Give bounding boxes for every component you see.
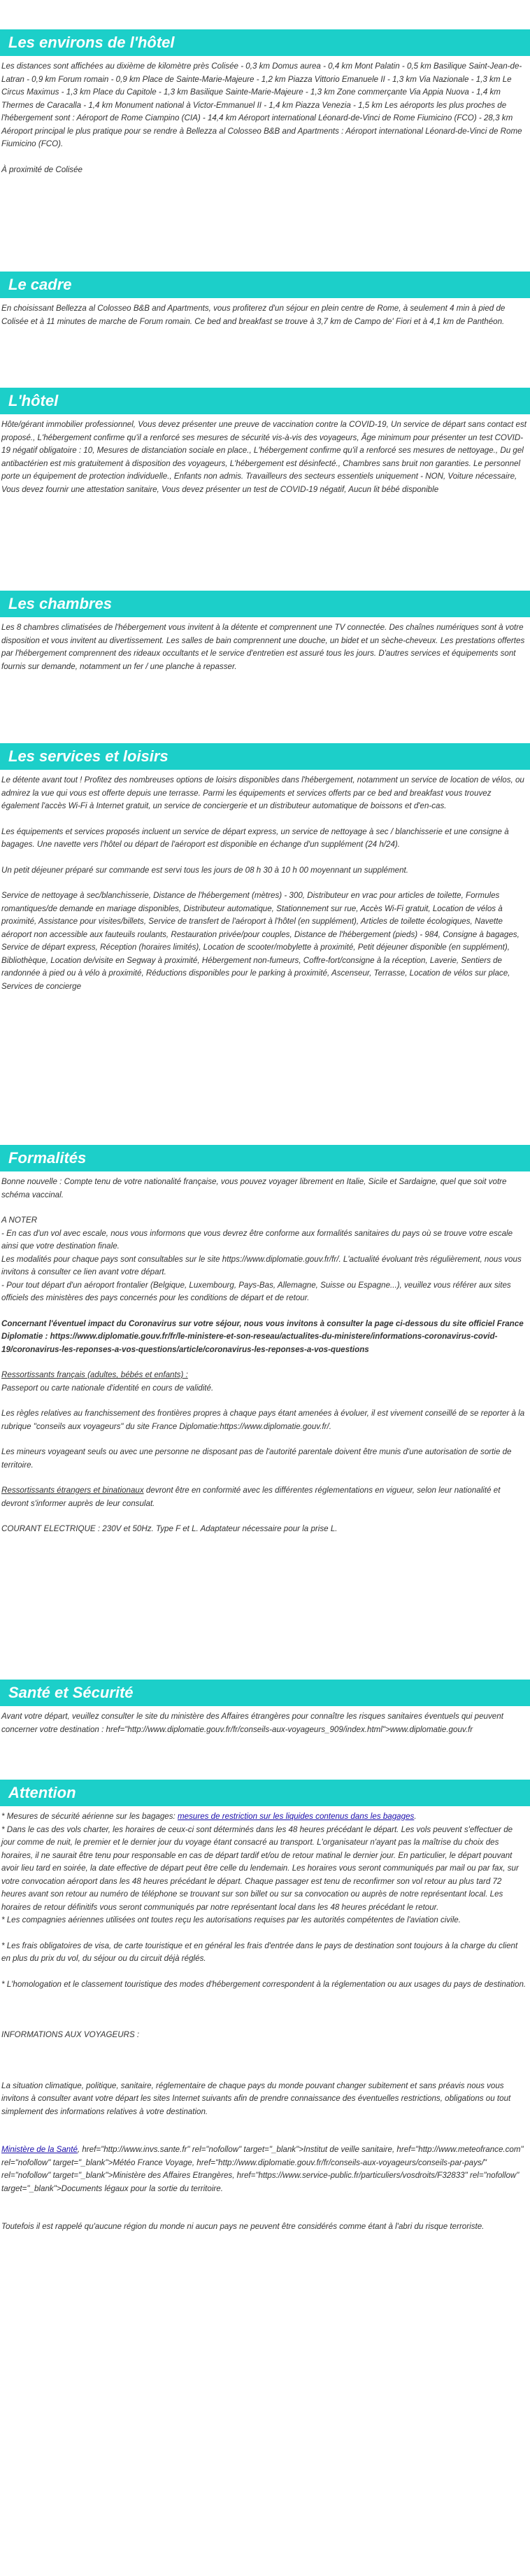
- attention-charters: * Dans le cas des vols charter, les horaires de ceux-ci sont déterminés dans les 48 heures précédant le départ. Les vols peuvent s'effectuer de jour comme de nuit, le premier et le dernier jour du voyage étant consacré au transport. L'organisateur n'ayant pas la maîtrise du choix des horaires, il ne saurait être tenu pour responsable en cas de départ tardif et/ou de retour matinal le dernier jour. En particulier, le départ pouvant avoir lieu tard en soirée, la date effective de départ peut être celle du lendemain. Les horaires vous seront communiqués par mail ou par fax, sur votre convocation aéroport dans les 48 heures précédant le départ. Chaque passager est tenu de reconfirmer son vol retour au plus tard 72 heures avant son retour au numéro de téléphone se trouvant sur son billet ou sur sa convocation ou auprès de notre représentant local. Les horaires de retour définitifs vous seront communiqués par notre représentant local dans les 48 heures précédant le retour.: [1, 1824, 519, 1912]
- environs-text: Les distances sont affichées au dixième de kilomètre près Colisée - 0,3 km Domus aurea - 0,4 km Mont Palatin - 0,5 km Basilique Saint-Jean-de-Latran - 0,9 km Forum romain - 0,9 km Place de Sainte-Marie-Majeure - 1,2 km Piazza Vittorio Emanuele II - 1,3 km Via Nazionale - 1,3 km Le Circus Maximus - 1,3 km Place du Capitole - 1,3 km Basilique Sainte-Marie-Majeure - 1,3 km Zone commerçante Via Appia Nuova - 1,4 km Thermes de Caracalla - 1,4 km Monument national à Victor-Emmanuel II - 1,4 km Piazza Venezia - 1,5 km Les aéroports les plus proches de l'hébergement sont : Aéroport de Rome Ciampino (CIA) - 14,4 km Aéroport international Léonard-de-Vinci de Rome Fiumicino (FCO) - 28,3 km Aéroport principal le plus pratique pour se rendre à Bellezza al Colosseo B&B and Apartments : Aéroport international Léonard-de-Vinci de Rome Fiumicino (FCO).: [1, 62, 522, 148]
- section-title: Santé et Sécurité: [0, 1680, 530, 1706]
- attention-compagnies: * Les compagnies aériennes utilisées ont toutes reçu les autorisations requises par les autorités compétentes de l'aviation civile.: [1, 1915, 461, 1924]
- section-cadre: [0, 272, 530, 328]
- liquids-restriction-link[interactable]: mesures de restriction sur les liquides contenus dans les bagages: [177, 1812, 415, 1821]
- formalites-frontieres: Les règles relatives au franchissement des frontières propres à chaque pays étant amenées à évoluer, il est vivement conseillé de se reporter à la rubrique "conseils aux voyageurs" du site France Diplomatie:https://www.diplomatie.gouv.fr/.: [1, 1409, 525, 1431]
- section-hotel: [0, 388, 530, 496]
- sante-text: Avant votre départ, veuillez consulter le site du ministère des Affaires étrangères pour connaître les risques sanitaires éventuels qui peuvent concerner votre destination : href="http://www.diplomatie.gouv.fr/fr/conseils-aux-voyageurs_909/index.html">www.diplomatie.gouv.fr: [1, 1712, 503, 1734]
- attention-ministere: [1, 2144, 527, 2195]
- formalites-escale: - En cas d'un vol avec escale, nous vous informons que vous devrez être conforme aux formalités sanitaires du pays où se trouve votre escale ainsi que votre destination finale.: [1, 1228, 513, 1251]
- section-sante: [0, 1680, 530, 1736]
- attention-bagages-suffix: .: [414, 1812, 417, 1821]
- chambres-text: Les 8 chambres climatisées de l'hébergement vous invitent à la détente et comprennent une TV connectée. Des chaînes numériques sont à votre disposition et vous invitent au divertissement. Les salles de bain comprennent une douche, un bidet et un sèche-cheveux. Les prestations offertes par l'hébergement comprennent des rideaux occultants et le service d'entretien est assuré tous les jours. D'autres services et équipements sont fournis sur demande, notamment un fer / une planche à repasser.: [1, 623, 525, 671]
- attention-frais: * Les frais obligatoires de visa, de carte touristique et en général les frais d'entrée dans le pays de destination sont toujours à la charge du client en plus du prix du vol, du séjour ou du circuit déjà réglés.: [1, 1941, 518, 1963]
- section-title: Le cadre: [0, 272, 530, 298]
- section-title: Les environs de l'hôtel: [0, 29, 530, 56]
- services-p4: Service de nettoyage à sec/blanchisserie, Distance de l'hébergement (mètres) - 300, Distributeur en vrac pour articles de toilette, Formules romantiques/de demande en mariage disponibles, Distributeur automatique, Stationnement sur rue, Accès Wi-Fi gratuit, Location de vélos à proximité, Assistance pour visites/billets, Service de transfert de l'aéroport à l'hôtel (en supplément), Articles de toilette écologiques, Navette aéroport non accessible aux fauteuils roulants, Restauration privée/pour couples, Distance de l'hébergement (pieds) - 984, Consigne à bagages, Service de départ express, Réception (horaires limités), Location de scooter/mobylette à proximité, Petit déjeuner disponible (en supplément), Bibliothèque, Location de/visite en Segway à proximité, Hébergement non-fumeurs, Coffre-fort/consigne à la réception, Laverie, Sentiers de randonnée à pied ou à vélo à proximité, Réductions disponibles pour le parking à proximité, Ascenseur, Terrasse, Location de vélos sur place, Services de concierge: [1, 891, 520, 991]
- section-title: Les chambres: [0, 591, 530, 617]
- formalites-ressortissants-fr-title: Ressortissants français (adultes, bébés et enfants) :: [1, 1370, 188, 1379]
- formalites-ressortissants-fr-text: Passeport ou carte nationale d'identité en cours de validité.: [1, 1383, 214, 1393]
- formalites-frontalier: - Pour tout départ d'un aéroport frontalier (Belgique, Luxembourg, Pays-Bas, Allemagne, Suisse ou Espagne...), veuillez vous référer aux sites officiels des ministères des pays concernés pour les conditions de départ et de retour.: [1, 1280, 511, 1302]
- attention-info-title: INFORMATIONS AUX VOYAGEURS :: [1, 2030, 140, 2039]
- formalites-etrangers: [1, 1484, 527, 1510]
- attention-bagages-prefix: * Mesures de sécurité aérienne sur les bagages:: [1, 1812, 178, 1821]
- formalites-intro: Bonne nouvelle : Compte tenu de votre nationalité française, vous pouvez voyager librement en Italie, Sicile et Sardaigne, quel que soit votre schéma vaccinal.: [1, 1177, 507, 1199]
- formalites-courant: COURANT ELECTRIQUE : 230V et 50Hz. Type F et L. Adaptateur nécessaire pour la prise L.: [1, 1524, 338, 1533]
- services-p1: Le détente avant tout ! Profitez des nombreuses options de loisirs disponibles dans l'hébergement, notamment un service de location de vélos, ou admirez la vue qui vous est offerte depuis une terrasse. Parmi les équipements et services offerts par ce bed and breakfast vous trouvez également l'accès Wi-Fi à Internet gratuit, un service de conciergerie et un distributeur automatique de boissons et d'en-cas.: [1, 775, 524, 810]
- formalites-etrangers-title: Ressortissants étrangers et binationaux: [1, 1486, 144, 1495]
- attention-toutefois: Toutefois il est rappelé qu'aucune région du monde ni aucun pays ne peuvent être considérés comme étant à l'abri du risque terroriste.: [1, 2222, 485, 2231]
- attention-situation: La situation climatique, politique, sanitaire, réglementaire de chaque pays du monde pouvant changer subitement et sans préavis nous vous invitons à consulter avant votre départ les sites Internet suivants afin de prendre connaissance des éventuelles restrictions, obligations ou tout simplement des informations relatives à votre destination.: [1, 2081, 511, 2116]
- formalites-coronavirus: Concernant l'éventuel impact du Coronavirus sur votre séjour, nous vous invitons à consulter la page ci-dessous du site officiel France Diplomatie : https://www.diplomatie.gouv.fr/fr/le-ministere-et-son-reseau/actualites-du-ministere/informations-coronavirus-covid-19/coronavirus-les-reponses-a-vos-questions/article/coronavirus-les-reponses-a-vos-questions: [1, 1318, 524, 1354]
- environs-proximity: À proximité de Colisée: [1, 164, 83, 174]
- services-p2: Les équipements et services proposés incluent un service de départ express, un service de nettoyage à sec / blanchisserie et une consigne à bagages. Une navette vers l'hôtel ou départ de l'aéroport est disponible en échange d'un supplément (24 h/24).: [1, 826, 509, 849]
- formalites-modalites: Les modalités pour chaque pays sont consultables sur le site https://www.diplomatie.gouv.fr/fr/. L'actualité évoluant très régulièrement, nous vous invitons à consulter ce lien avant votre départ.: [1, 1254, 522, 1276]
- attention-bagages: [1, 1810, 527, 1824]
- ministere-sante-link[interactable]: Ministère de la Santé: [1, 2145, 78, 2154]
- section-environs: [0, 29, 530, 176]
- formalites-anoter: A NOTER: [1, 1216, 38, 1225]
- section-services: [0, 743, 530, 993]
- section-attention: [0, 1780, 530, 2234]
- cadre-text: En choisissant Bellezza al Colosseo B&B and Apartments, vous profiterez d'un séjour en plein centre de Rome, à seulement 4 min à pied de Colisée et à 11 minutes de marche de Forum romain. Ce bed and breakfast se trouve à 3,7 km de Campo de' Fiori et à 4,1 km de Panthéon.: [1, 304, 506, 326]
- section-title: Formalités: [0, 1145, 530, 1171]
- section-title: L'hôtel: [0, 388, 530, 414]
- section-chambres: [0, 591, 530, 673]
- services-p3: Un petit déjeuner préparé sur commande est servi tous les jours de 08 h 30 à 10 h 00 moyennant un supplément.: [1, 865, 408, 875]
- attention-ministere-rest: , href="http://www.invs.sante.fr" rel="nofollow" target="_blank">Institut de veille sanitaire, href="http://www.meteofrance.com" rel="nofollow" target="_blank">Météo France Voyage, href="http://www.diplomatie.gouv.fr/fr/conseils-aux-voyageurs/conseils-par-pays/" rel="nofollow" target="_blank">Ministère des Affaires Etrangères, href="https://www.service-public.fr/particuliers/vosdroits/F32833" rel="nofollow" target="_blank">Documents légaux pour la sortie du territoire.: [1, 2145, 524, 2193]
- hotel-text: Hôte/gérant immobilier professionnel, Vous devez présenter une preuve de vaccination contre la COVID-19, Un service de départ sans contact est proposé., L'hébergement confirme qu'il a renforcé ses mesures de sécurité vis-à-vis des voyageurs, Âge minimum pour présenter un test COVID-19 négatif obligatoire : 10, Mesures de distanciation sociale en place., L'hébergement confirme qu'il a renforcé ses mesures de nettoyage., Du gel antibactérien est mis gratuitement à disposition des voyageurs, L'hébergement est désinfecté., Chambres sans bruit non garanties. Le personnel porte un équipement de protection individuelle., Enfants non admis. Travailleurs des secteurs essentiels uniquement - NON, Voiture nécessaire, Vous devez fournir une attestation sanitaire, Vous devez présenter un test de COVID-19 négatif, Aucun lit bébé disponible: [1, 420, 527, 494]
- formalites-mineurs: Les mineurs voyageant seuls ou avec une personne ne disposant pas de l'autorité parentale doivent être munis d'une autorisation de sortie de territoire.: [1, 1447, 512, 1470]
- section-title: Les services et loisirs: [0, 743, 530, 770]
- attention-homologation: * L'homologation et le classement touristique des modes d'hébergement correspondent à la réglementation ou aux usages du pays de destination.: [1, 1979, 527, 1989]
- section-formalites: [0, 1145, 530, 1536]
- section-title: Attention: [0, 1780, 530, 1806]
- formalites-etrangers-text: devront être en conformité avec les différentes réglementations en vigueur, selon leur nationalité et devront s'informer auprès de leur consulat.: [1, 1486, 501, 1508]
